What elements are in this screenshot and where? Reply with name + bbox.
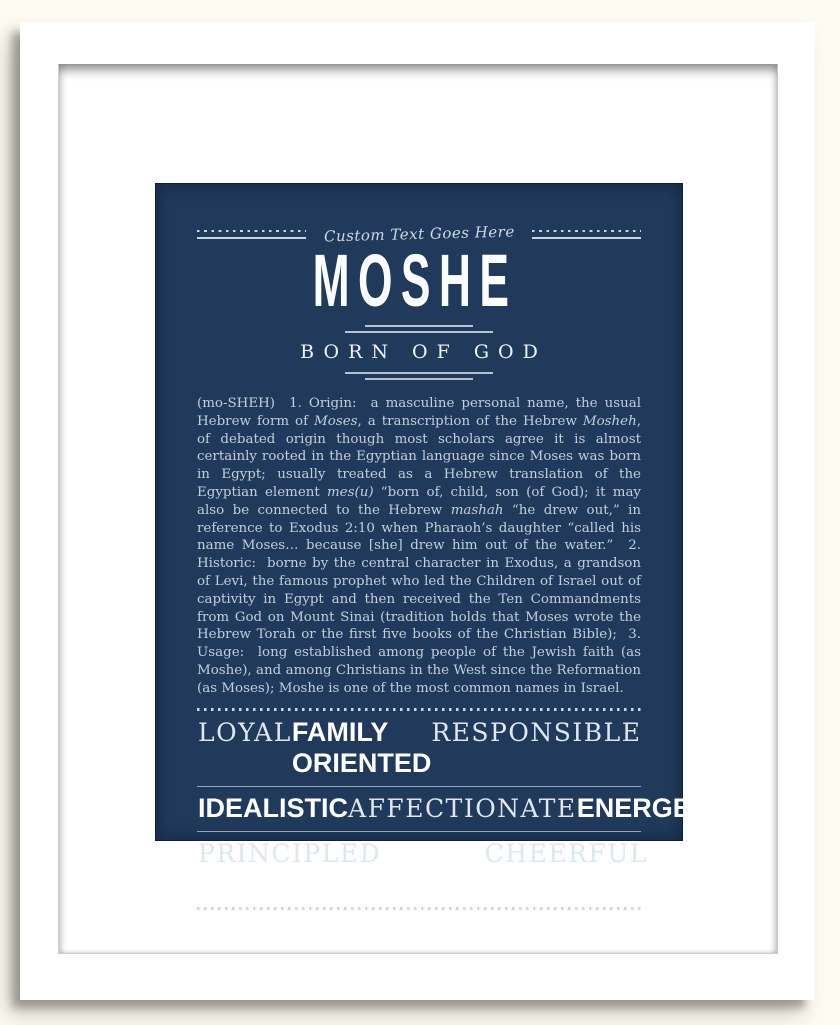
dotted-rule-bottom [197,907,641,910]
definition-paragraph: (mo-SHEH) 1. Origin: a masculine personal name, the usual Hebrew form of Moses, a transcription of the Hebrew Mosheh, of debated origin though most scholars agree it is almost certainly rooted in the Egyptian language since Moses was born in Egypt; usually treated as a Hebrew translation of the Egyptian element mes(u) “born of, child, son (of God); it may also be connected to the Hebrew mashah “he drew out,” in reference to Exodus 2:10 when Pharaoh’s daughter “called his name Moses… because [she] drew him out of the water.” 2. Historic: borne by the central character in Exodus, a grandson of Levi, the famous prophet who led the Children of Israel out of captivity in Egypt and then received the Ten Commandments from God on Mount Sinai (tradition holds that Moses wrote the Hebrew Torah or the first five books of the Christian Bible); 3. Usage: long established among people of the Jewish faith (as Moshe), and among Christians in the West since the Reformation (as Moses); Moshe is one of the most common names in Israel. [197,396,642,696]
trait-divider [197,831,641,832]
divider-above-meaning [197,325,641,333]
picture-frame [20,22,815,1000]
divider-line-short [365,378,473,380]
trait-row [197,792,735,824]
name-title: MOSHE [312,239,518,322]
dotted-rule-top [197,708,641,711]
trait-word: ENERGETIC [576,792,735,823]
divider-line-long [345,372,493,374]
trait-word: IDEALISTIC [198,792,349,823]
trait-word: AFFECTIONATE [348,793,577,823]
divider-line-short [365,325,473,327]
trait-word: LOYAL [198,717,292,747]
trait-word: LOVING & KIND [381,837,485,899]
trait-word: RESPONSIBLE [431,717,642,747]
trait-word: FAMILY ORIENTED [291,716,432,778]
trait-row [197,717,641,779]
trait-divider [197,786,641,787]
divider-below-meaning [197,372,641,380]
mat-board [58,64,778,954]
divider-line-long [345,331,493,333]
trait-word: CHEERFUL [484,838,648,868]
meaning-subtitle: BORN OF GOD [300,341,547,363]
trait-word: PRINCIPLED [198,838,382,868]
trait-row [197,837,648,900]
art-print [155,183,735,899]
dotted-rule-right [532,230,641,239]
custom-text-label: Custom Text Goes Here [323,222,515,246]
traits-section [197,708,735,910]
dotted-rule-left [197,230,306,239]
